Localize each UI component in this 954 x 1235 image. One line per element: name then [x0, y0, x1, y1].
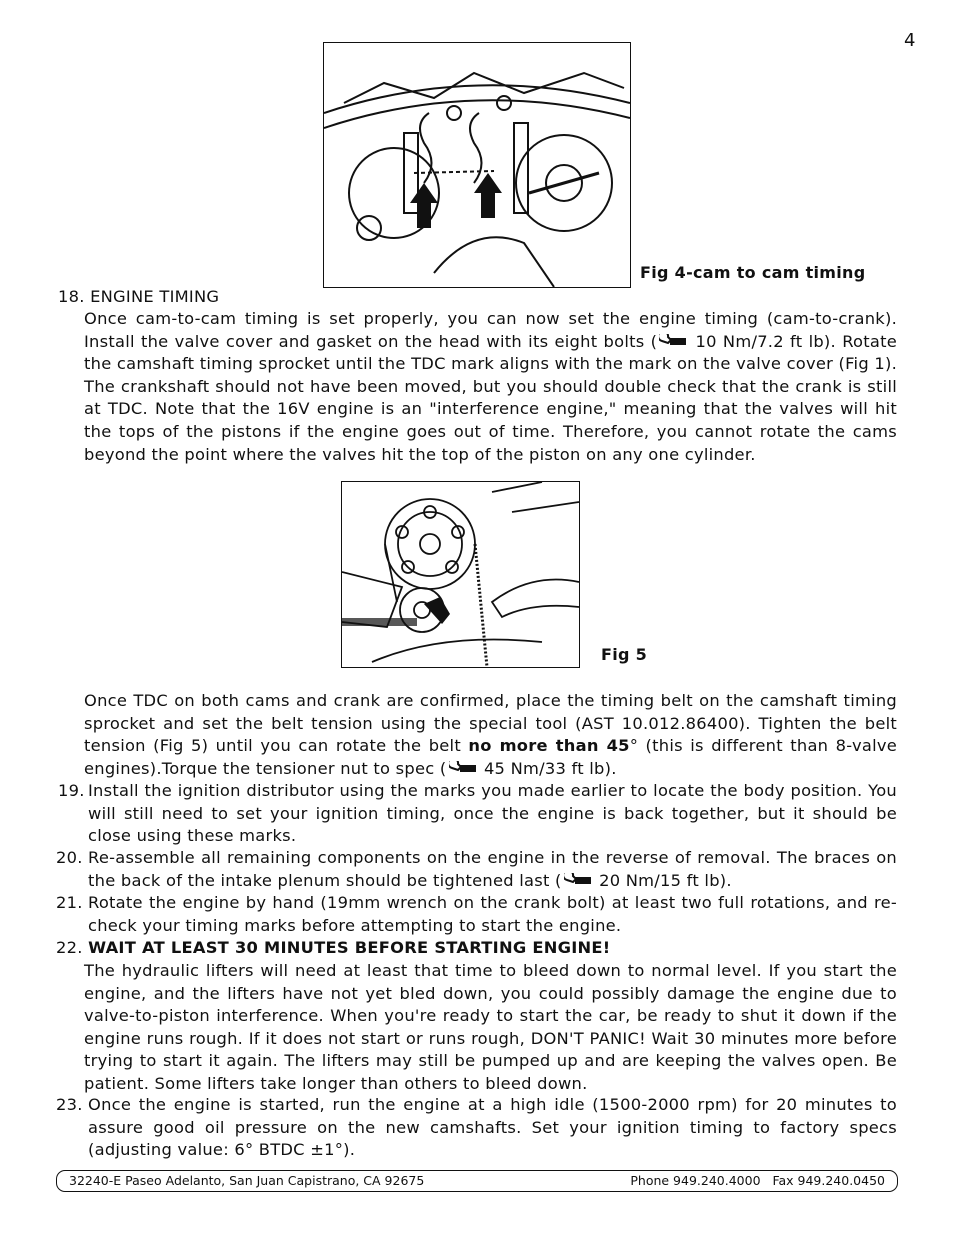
torque-wrench-icon: [564, 873, 592, 887]
page-number: 4: [904, 30, 916, 51]
step-18-body: [84, 308, 897, 466]
step-20-number: 20.: [56, 848, 83, 867]
step-text: Once TDC on both cams and crank are confirmed, place the timing belt on the camshaft timing sprocket and set the belt tension using the special tool (AST 10.012.86400). Tighten the belt tension (Fig 5) until you can rotate the belt: [84, 691, 897, 756]
torque-wrench-icon: [659, 334, 687, 348]
step-22-body: The hydraulic lifters will need at least that time to bleed down to normal level. If you start the engine, and the lifters have not yet bled down, you could possibly damage the engine due to valve-to-piston interference. When you're ready to start the car, be ready to shut it down if the engine runs rough. If it does not start or runs rough, DON'T PANIC! Wait 30 minutes more before trying to start it again. The lifters may still be pumped up and are keeping the valves open. Be patient. Some lifters take longer than others to bleed down.: [84, 961, 897, 1093]
step-number: 22.: [56, 938, 83, 957]
step-20-body: [88, 847, 897, 892]
torque-spec: 45 Nm/33 ft lb).: [483, 758, 617, 778]
degree-symbol: °: [629, 736, 639, 756]
torque-wrench-icon: [449, 761, 477, 775]
torque-spec: 10 Nm/7.2 ft lb).: [695, 331, 836, 351]
step-number: 18.: [58, 287, 85, 306]
footer-address: 32240-E Paseo Adelanto, San Juan Capistrano, CA 92675: [69, 1173, 425, 1188]
step-text: Rotate the camshaft timing sprocket until the TDC mark aligns with the mark on the valve cover (Fig 1). The crankshaft should not have been moved, but you should double check that the crank is still at TDC. Note that the 16V engine is an "interference engine," meaning that the valves will hit the tops of the pistons if the engine goes out of time. Therefore, you cannot rotate the cams beyond the point where the valves hit the top of the piston on any one cylinder.: [84, 331, 897, 464]
step-heading: ENGINE TIMING: [90, 287, 220, 306]
step-text: (this is different than 8-valve engines).Torque the tensioner nut to spec (: [84, 736, 898, 778]
emphasis-text: no more than 45: [468, 736, 630, 756]
figure-5-caption: Fig 5: [601, 645, 648, 664]
step-18-continued: [84, 690, 897, 780]
figure-5-belt-tension-image: [341, 481, 580, 668]
step-21-number: 21.: [56, 893, 83, 912]
step-22-heading: [56, 937, 610, 960]
step-23-body: Once the engine is started, run the engine at a high idle (1500-2000 rpm) for 20 minutes to assure good oil pressure on the new camshafts. Set your ignition timing to factory specs (adjusting value: 6° BTDC ±1°).: [88, 1095, 897, 1160]
warning-heading: WAIT AT LEAST 30 MINUTES BEFORE STARTING ENGINE!: [88, 938, 611, 957]
step-18-heading: [58, 286, 219, 309]
step-text: Once cam-to-cam timing is set properly, you can now set the engine timing (cam-to-crank). Install the valve cover and gasket on the head with its eight bolts (: [84, 309, 897, 351]
step-19-number: 19.: [58, 781, 85, 800]
torque-spec: 20 Nm/15 ft lb).: [599, 870, 732, 890]
step-23-number: 23.: [56, 1095, 83, 1114]
step-text: Re-assemble all remaining components on the engine in the reverse of removal. The braces on the back of the intake plenum should be tightened last (: [88, 848, 897, 890]
figure-4-caption: Fig 4-cam to cam timing: [640, 263, 866, 282]
footer-phone-fax: Phone 949.240.4000 Fax 949.240.0450: [630, 1173, 885, 1188]
step-21-body: Rotate the engine by hand (19mm wrench on the crank bolt) at least two full rotations, and re-check your timing marks before attempting to start the engine.: [88, 893, 897, 935]
page-footer: [56, 1170, 898, 1192]
figure-4-cam-timing-image: [323, 42, 631, 288]
step-19-body: Install the ignition distributor using the marks you made earlier to locate the body position. You will still need to set your ignition timing, once the engine is back together, but it should be close using these marks.: [88, 781, 897, 846]
